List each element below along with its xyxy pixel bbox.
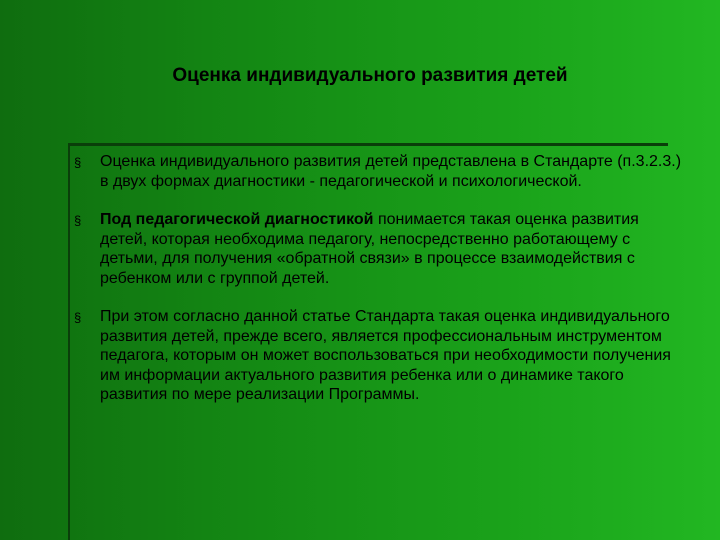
divider-line-top xyxy=(68,143,668,146)
bullet-marker-icon: § xyxy=(74,155,82,170)
bullet-marker-icon: § xyxy=(74,310,82,325)
slide-title: Оценка индивидуального развития детей xyxy=(172,65,568,86)
bullet-item xyxy=(70,307,690,405)
bullet-list xyxy=(70,152,690,424)
bullet-item xyxy=(70,210,690,288)
bullet-text: понимается такая оценка развития детей, которая необходима педагогу, непосредственно работающему с детьми, для получения «обратной связи» в процессе взаимодействия с ребенком или с группой детей. xyxy=(100,211,639,287)
bullet-item xyxy=(70,152,690,191)
bullet-marker-icon: § xyxy=(74,213,82,228)
bullet-text: При этом согласно данной статье Стандарта такая оценка индивидуального развития детей, прежде всего, является профессиональным инструментом педагога, которым он может воспользоваться при необходимости получения им информации актуального развития ребенка или о динамике такого развития по мере реализации Программы. xyxy=(100,308,671,403)
bullet-text: Оценка индивидуального развития детей представлена в Стандарте (п.3.2.3.) в двух формах диагностики - педагогической и психологической. xyxy=(100,153,682,190)
bullet-bold-term: Под педагогической диагностикой xyxy=(100,211,374,228)
